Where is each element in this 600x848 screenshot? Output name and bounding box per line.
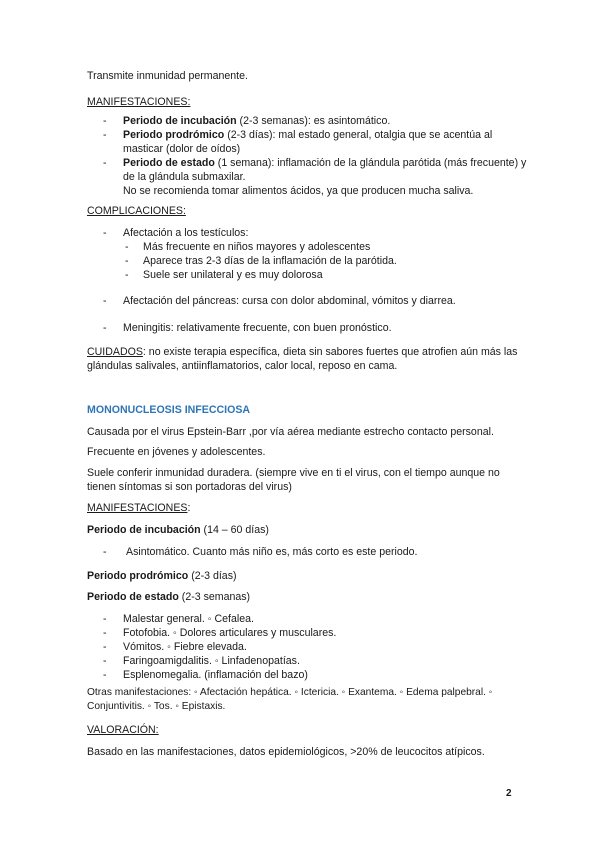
list-item: - Fotofobia. ◦ Dolores articulares y musculares. xyxy=(87,626,527,640)
list-estado xyxy=(87,612,527,682)
list-complicaciones-meningitis xyxy=(87,321,527,335)
period-bold: Periodo de incubación xyxy=(87,524,201,536)
paragraph-transmite: Transmite inmunidad permanente. xyxy=(87,70,248,82)
period-bold: Periodo prodrómico xyxy=(87,570,189,582)
item-text: Afectación a los testículos: xyxy=(123,227,249,239)
list-item xyxy=(87,321,527,335)
list-item xyxy=(87,114,527,128)
item-bold: Periodo de estado xyxy=(123,157,215,169)
paragraph-otras-manifestaciones: Otras manifestaciones: ◦ Afectación hepática. ◦ Ictericia. ◦ Exantema. ◦ Edema palpebral. ◦ Conjuntivitis. ◦ Tos. ◦ Epistaxis. xyxy=(87,687,493,712)
period-duration: (2-3 días) xyxy=(188,570,237,582)
list-item: - Faringoamigdalitis. ◦ Linfadenopatías. xyxy=(87,654,527,668)
item-bold: Periodo de incubación xyxy=(123,115,237,127)
item-text: Afectación del páncreas: cursa con dolor abdominal, vómitos y diarrea. xyxy=(123,295,456,307)
paragraph-causa: Causada por el virus Epstein-Barr ,por vía aérea mediante estrecho contacto personal. xyxy=(87,426,494,438)
list-manifestaciones-paperas xyxy=(87,114,527,198)
list-complicaciones-testiculos xyxy=(87,226,527,240)
list-complicaciones-pancreas xyxy=(87,294,527,308)
list-item xyxy=(87,156,527,198)
heading-prodromico xyxy=(87,569,527,583)
heading-colon: : xyxy=(187,502,191,514)
sublist-testiculos xyxy=(87,240,527,282)
period-duration: (2-3 semanas) xyxy=(178,591,251,603)
item-text: (2-3 semanas): es asintomático. xyxy=(236,115,391,127)
heading-valoracion: VALORACIÓN: xyxy=(87,724,159,736)
item-text: (2-3 días): mal estado general, otalgia que se acentúa al masticar (dolor de oídos) xyxy=(123,129,493,155)
item-bold: Periodo prodrómico xyxy=(123,129,225,141)
list-item xyxy=(87,128,527,156)
period-bold: Periodo de estado xyxy=(87,591,179,603)
item-text: (1 semana): inflamación de la glándula parótida (más frecuente) y de la glándula submaxilar. xyxy=(123,157,527,183)
cuidados-text: : no existe terapia específica, dieta sin sabores fuertes que atrofien aún más las glándulas salivales, antiinflamatorios, calor local, reposo en cama. xyxy=(87,346,518,372)
list-item: - Malestar general. ◦ Cefalea. xyxy=(87,612,527,626)
list-item: - Vómitos. ◦ Fiebre elevada. xyxy=(87,640,527,654)
list-incubacion xyxy=(87,545,527,559)
heading-incubacion xyxy=(87,523,527,537)
item-text: Asintomático. Cuanto más niño es, más corto es este periodo. xyxy=(126,546,418,558)
list-item: - Esplenomegalia. (inflamación del bazo) xyxy=(87,668,527,682)
paragraph-inmunidad: Suele conferir inmunidad duradera. (siempre vive en ti el virus, con el tiempo aunque no tienen síntomas si son portadoras del virus) xyxy=(87,467,500,493)
paragraph-cuidados xyxy=(87,345,527,373)
section-title-mononucleosis: MONONUCLEOSIS INFECCIOSA xyxy=(87,404,251,416)
list-item xyxy=(87,294,527,308)
heading-manifestaciones-mono xyxy=(87,501,527,515)
item-note: No se recomienda tomar alimentos ácidos, ya que producen mucha saliva. xyxy=(123,185,474,197)
heading-text: MANIFESTACIONES xyxy=(87,502,188,514)
cuidados-label: CUIDADOS xyxy=(87,346,143,358)
heading-manifestaciones-paperas: MANIFESTACIONES: xyxy=(87,96,191,108)
list-item xyxy=(87,545,527,559)
paragraph-valoracion: Basado en las manifestaciones, datos epidemiológicos, >20% de leucocitos atípicos. xyxy=(87,746,485,758)
sublist-item: - Aparece tras 2-3 días de la inflamación de la parótida. xyxy=(87,254,527,268)
period-duration: (14 – 60 días) xyxy=(200,524,269,536)
heading-estado xyxy=(87,590,527,604)
sublist-item: - Más frecuente en niños mayores y adolescentes xyxy=(87,240,527,254)
paragraph-frecuencia: Frecuente en jóvenes y adolescentes. xyxy=(87,446,266,458)
item-text: Meningitis: relativamente frecuente, con buen pronóstico. xyxy=(123,322,392,334)
sublist-item: - Suele ser unilateral y es muy dolorosa xyxy=(87,268,527,282)
heading-complicaciones: COMPLICACIONES: xyxy=(87,205,186,217)
list-item xyxy=(87,226,527,240)
page-number: 2 xyxy=(506,788,512,799)
